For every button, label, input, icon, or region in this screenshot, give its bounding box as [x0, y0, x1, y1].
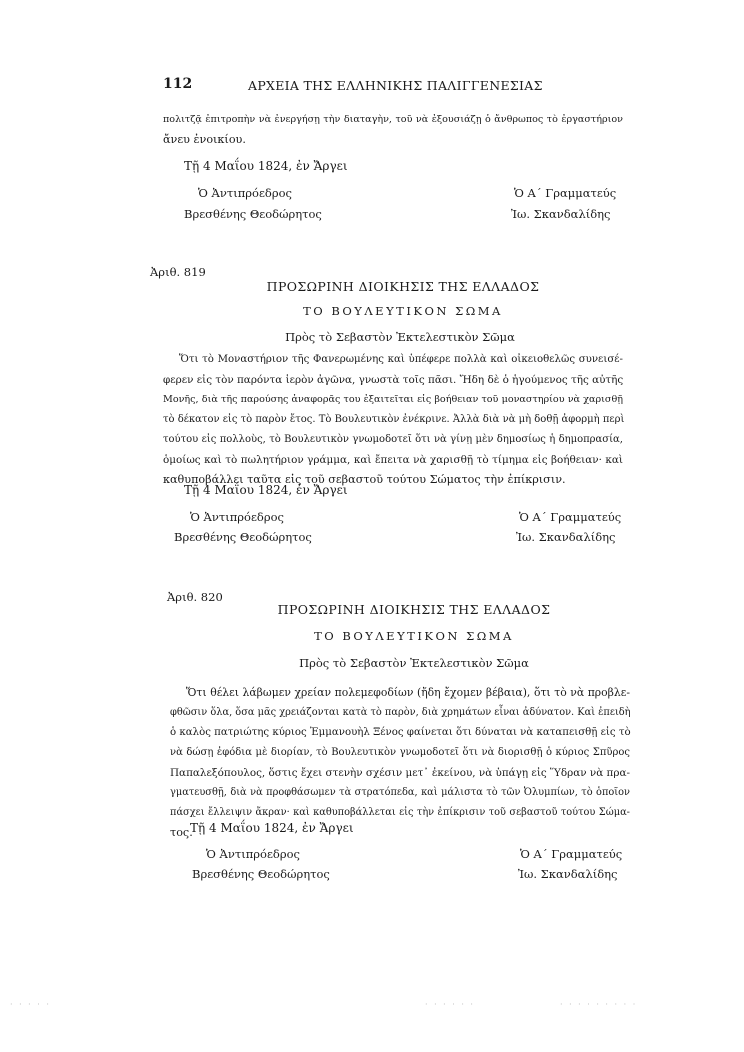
date-line: Τῇ 4 Μαΐου 1824, ἐν Ἄργει: [184, 483, 348, 497]
text-line: καθυποβάλλει ταῦτα εἰς τοῦ σεβαστοῦ τούτου Σώματος τὴν ἐπίκρισιν.: [163, 473, 566, 486]
document-body: [163, 350, 623, 490]
text-line: Παπαλεξόπουλος, ὅστις ἔχει στενὴν σχέσιν μετ᾽ ἐκείνου, νὰ ὑπάγῃ εἰς Ὕδραν νὰ πρα-: [170, 767, 630, 779]
vice-president-title: Ὁ Ἀντιπρόεδρος: [198, 186, 292, 200]
text-line: τὸ δέκατον εἰς τὸ παρὸν ἔτος. Τὸ Βουλευτικὸν ἐνέκρινε. Ἀλλὰ διὰ νὰ μὴ δοθῇ ἀφορμὴ περὶ: [163, 414, 625, 425]
vice-president-title: Ὁ Ἀντιπρόεδρος: [190, 510, 284, 524]
text-line: Ὅτι θέλει λάβωμεν χρείαν πολεμεφοδίων (ἤδη ἔχομεν βέβαια), ὅτι τὸ νὰ προβλε-: [186, 686, 630, 699]
secretary-name: Ἰω. Σκανδαλίδης: [518, 867, 618, 881]
document-number: Ἀριθ. 819: [150, 265, 206, 279]
text-line: γματευσθῇ, διὰ νὰ προφθάσωμεν τὰ στρατόπεδα, καὶ μάλιστα τὸ τῶν Ὀλυμπίων, τὸ ὁποῖον: [170, 787, 630, 798]
secretary-name: Ἰω. Σκανδαλίδης: [511, 207, 611, 221]
running-title: ΑΡΧΕΙΑ ΤΗΣ ΕΛΛΗΝΙΚΗΣ ΠΑΛΙΓΓΕΝΕΣΙΑΣ: [248, 78, 543, 93]
document-heading: ΠΡΟΣΩΡΙΝΗ ΔΙΟΙΚΗΣΙΣ ΤΗΣ ΕΛΛΑΔΟΣ: [277, 602, 551, 617]
secretary-name: Ἰω. Σκανδαλίδης: [516, 530, 616, 544]
document-subheading: ΤΟ ΒΟΥΛΕΥΤΙΚΟΝ ΣΩΜΑ: [303, 304, 503, 318]
document-subheading: ΤΟ ΒΟΥΛΕΥΤΙΚΟΝ ΣΩΜΑ: [314, 629, 514, 643]
text-line: φθῶσιν ὅλα, ὅσα μᾶς χρειάζονται κατὰ τὸ παρὸν, διὰ χρημάτων εἶναι ἀδύνατον. Καὶ ἐπειδὴ: [170, 707, 631, 718]
vice-president-name: Βρεσθένης Θεοδώρητος: [174, 530, 312, 544]
text-line: πάσχει ἔλλειψιν ἄκραν· καὶ καθυποβάλλεται εἰς τὴν ἐπίκρισιν τοῦ σεβαστοῦ τούτου Σώμα-: [170, 807, 630, 818]
scan-artifact: · · · · · ·: [425, 1000, 475, 1009]
text-line: ὁ καλὸς πατριώτης κύριος Ἐμμανουὴλ Ξένος φαίνεται ὅτι δύναται νὰ καταπεισθῇ εἰς τὸ: [170, 727, 631, 738]
text-line: τος.: [170, 826, 193, 839]
text-line: φερεν εἰς τὸν παρόντα ἱερὸν ἀγῶνα, γνωστὰ τοῖς πᾶσι. Ἤδη δὲ ὁ ἡγούμενος τῆς αὐτῆς: [163, 374, 624, 386]
vice-president-title: Ὁ Ἀντιπρόεδρος: [206, 847, 300, 861]
text-line: πολιτζᾷ ἐπιτροπὴν νὰ ἐνεργήσῃ τὴν διαταγὴν, τοῦ νὰ ἐξουσιάζῃ ὁ ἄνθρωπος τὸ ἐργαστήριον: [163, 114, 623, 125]
document-addressee: Πρὸς τὸ Σεβαστὸν Ἐκτελεστικὸν Σῶμα: [285, 330, 515, 344]
document-heading: ΠΡΟΣΩΡΙΝΗ ΔΙΟΙΚΗΣΙΣ ΤΗΣ ΕΛΛΑΔΟΣ: [266, 279, 540, 294]
scan-artifact: · · · · ·: [10, 1000, 51, 1009]
document-body: [170, 683, 630, 843]
secretary-title: Ὁ Α΄ Γραμματεύς: [520, 847, 623, 861]
date-line: Τῇ 4 Μαΐου 1824, ἐν Ἄργει: [190, 821, 354, 835]
text-line: νὰ δώσῃ ἐφόδια μὲ διορίαν, τὸ Βουλευτικὸν γνωμοδοτεῖ ὅτι νὰ διορισθῇ ὁ κύριος Σπῦρος: [170, 747, 630, 758]
vice-president-name: Βρεσθένης Θεοδώρητος: [184, 207, 322, 221]
secretary-title: Ὁ Α΄ Γραμματεύς: [519, 510, 622, 524]
date-line: Τῇ 4 Μαΐου 1824, ἐν Ἄργει: [184, 159, 348, 173]
text-line: ἄνευ ἐνοικίου.: [163, 133, 246, 146]
vice-president-name: Βρεσθένης Θεοδώρητος: [192, 867, 330, 881]
page-number: 112: [163, 76, 193, 92]
scan-artifact: · · · · · · · · ·: [560, 1000, 638, 1009]
document-number: Ἀριθ. 820: [167, 590, 223, 604]
text-line: Μονῆς, διὰ τῆς παρούσης ἀναφορᾶς του ἐξαιτεῖται εἰς βοήθειαν τοῦ μοναστηρίου νὰ χαρισθῇ: [163, 394, 623, 405]
continuation-paragraph: [163, 110, 623, 150]
secretary-title: Ὁ Α΄ Γραμματεύς: [514, 186, 617, 200]
text-line: τούτου εἰς πολλοὺς, τὸ Βουλευτικὸν γνωμοδοτεῖ ὅτι νὰ γίνῃ μὲν δημοσίως ἡ δημοπρασία,: [163, 434, 623, 445]
document-addressee: Πρὸς τὸ Σεβαστὸν Ἐκτελεστικὸν Σῶμα: [299, 656, 529, 670]
text-line: Ὅτι τὸ Μοναστήριον τῆς Φανερωμένης καὶ ὑπέφερε πολλὰ καὶ οἰκειοθελῶς συνεισέ-: [179, 354, 623, 365]
text-line: ὁμοίως καὶ τὸ πωλητήριον γράμμα, καὶ ἔπειτα νὰ χαρισθῇ τὸ τίμημα εἰς βοήθειαν· καὶ: [163, 454, 623, 466]
